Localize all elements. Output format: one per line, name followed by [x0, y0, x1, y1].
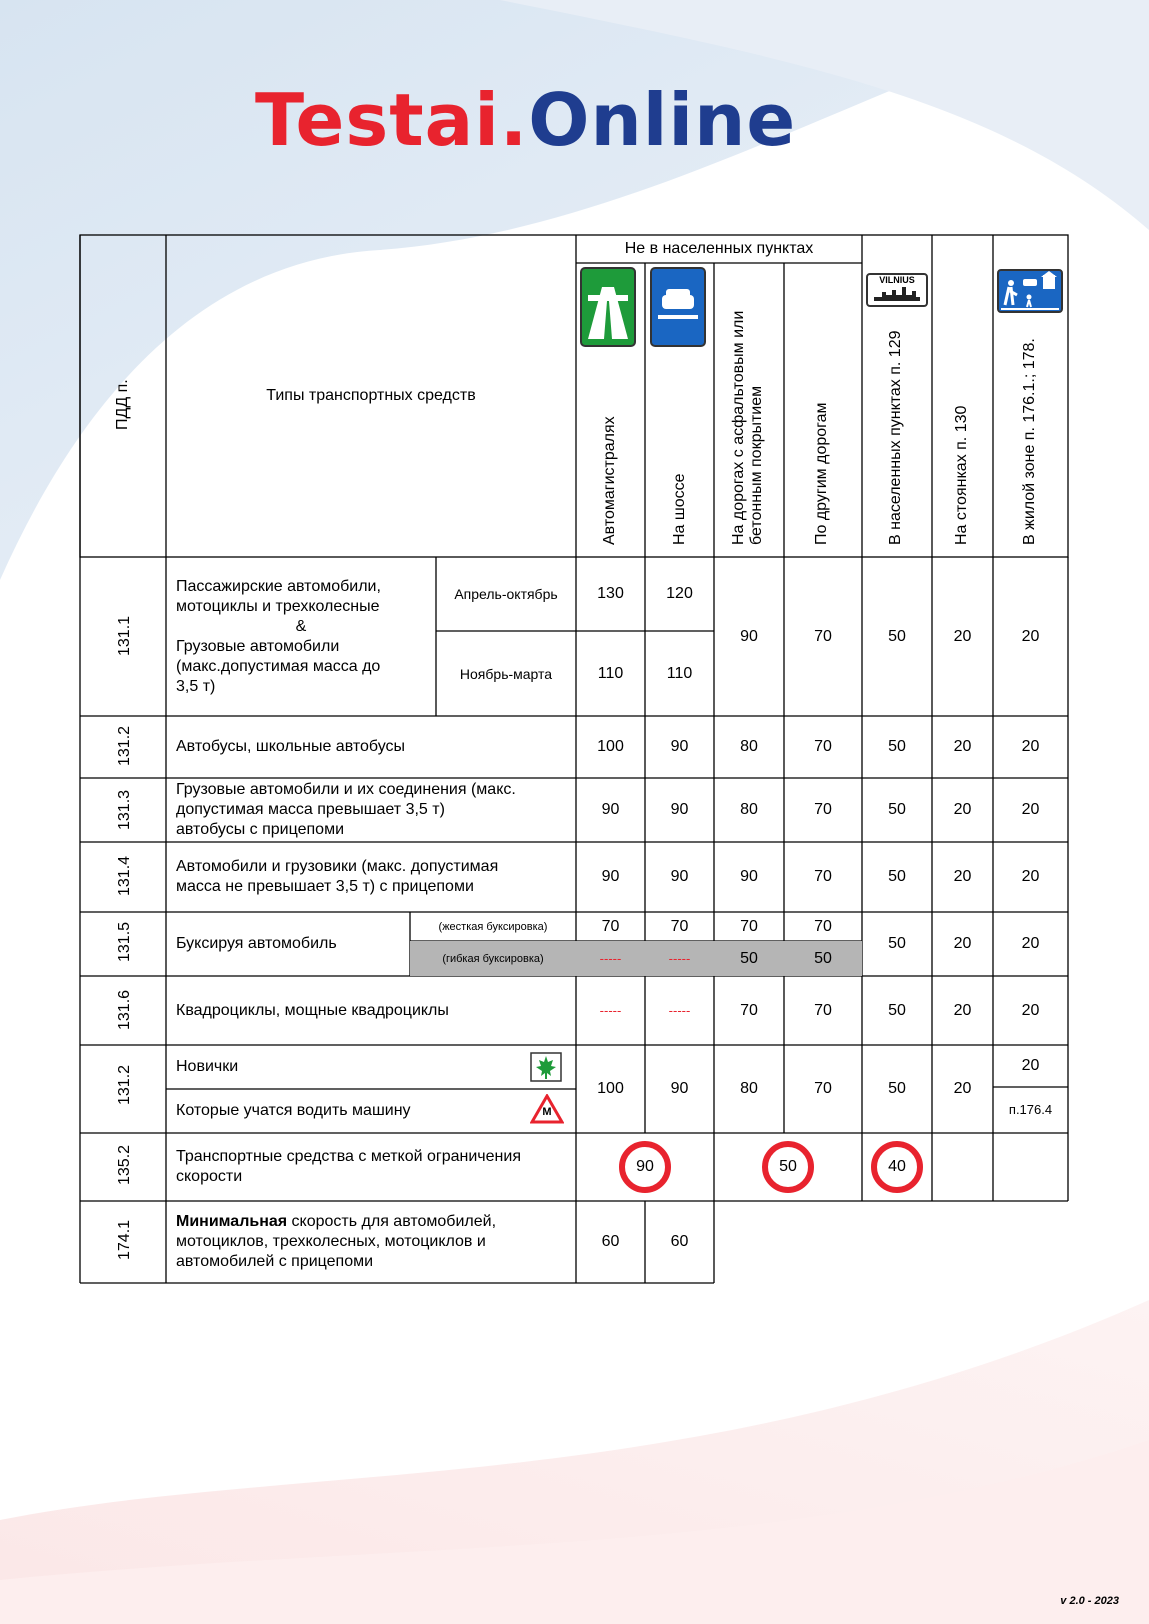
header-outside-settlements: Не в населенных пунктах: [624, 240, 814, 257]
header-col-asphalt-line1: На дорогах с асфальтовым или: [730, 310, 747, 545]
row-131-5-parking: 20: [953, 935, 972, 952]
row-131-5-number: 131.5: [116, 921, 133, 962]
speed-limit-sign-50: 50: [762, 1141, 814, 1193]
row-131-5-flex-motorway: -----: [576, 941, 645, 976]
version-label: v 2.0 - 2023: [1060, 1595, 1119, 1607]
row-novice-other: 70: [814, 1080, 832, 1097]
row-135-2-type: Транспортные средства с меткой ограничения скорости: [176, 1148, 521, 1185]
row-131-4-other: 70: [814, 868, 832, 885]
row-131-2-asphalt: 80: [740, 738, 758, 755]
row-174-1-motorway: 60: [601, 1233, 620, 1250]
row-131-2-type: Автобусы, школьные автобусы: [176, 738, 406, 755]
brand-dot: .: [499, 78, 529, 162]
brand-name-part1: Testai: [255, 78, 500, 162]
row-131-2-motorway: 100: [597, 738, 624, 755]
row-131-6-asphalt: 70: [740, 1001, 758, 1019]
row-131-4-number: 131.4: [116, 855, 133, 896]
row-131-5-flexible-towing: (гибкая буксировка): [410, 941, 576, 976]
row-131-6-motorway: -----: [599, 1002, 622, 1018]
row-131-5-living: 20: [1021, 935, 1040, 952]
row-131-5-rigid-asphalt: 70: [740, 917, 758, 935]
row-novice-highway: 90: [670, 1080, 689, 1097]
row-131-1-asphalt: 90: [740, 627, 758, 645]
row-novice-motorway: 100: [597, 1080, 624, 1097]
header-vehicle-types: Типы транспортных средств: [266, 387, 476, 404]
row-131-6-number: 131.6: [116, 989, 133, 1030]
highway-sign-icon: [650, 267, 706, 347]
row-131-6-type: Квадроциклы, мощные квадроциклы: [176, 1001, 449, 1019]
row-131-1-s2-highway: 110: [666, 664, 693, 682]
row-131-2-number: 131.2: [116, 725, 133, 766]
row-novice-parking: 20: [953, 1080, 972, 1097]
row-131-6-highway: -----: [668, 1002, 691, 1018]
header-col-parking: На стоянках п. 130: [953, 405, 970, 545]
row-131-1-parking: 20: [953, 627, 972, 645]
row-novice-city: 50: [888, 1080, 906, 1097]
header-pdd: ПДД п.: [114, 379, 131, 430]
row-131-5-rigid-highway: 70: [670, 917, 689, 935]
header-col-other-roads: По другим дорогам: [813, 402, 830, 545]
row-131-2-city: 50: [888, 738, 906, 755]
row-131-1-living: 20: [1021, 627, 1040, 645]
living-zone-sign-icon: [997, 269, 1063, 313]
row-174-1-highway: 60: [670, 1233, 689, 1250]
row-131-4-living: 20: [1021, 868, 1040, 885]
row-131-6-other: 70: [814, 1001, 832, 1019]
brand-name-part2: Online: [528, 78, 797, 162]
row-131-5-type: Буксируя автомобиль: [176, 935, 337, 952]
row-131-3-living: 20: [1021, 801, 1040, 818]
row-131-3-city: 50: [888, 801, 906, 818]
row-131-1-city: 50: [888, 627, 906, 645]
row-novice-asphalt: 80: [740, 1080, 758, 1097]
row-131-5-rigid-towing: (жесткая буксировка): [438, 920, 548, 933]
row-131-3-number: 131.3: [116, 789, 133, 830]
row-131-5-rigid-other: 70: [814, 917, 832, 935]
row-131-2-parking: 20: [953, 738, 972, 755]
row-131-1-season-november-march: Ноябрь-марта: [459, 665, 553, 682]
row-131-4-parking: 20: [953, 868, 972, 885]
row-131-1-s2-motorway: 110: [597, 664, 624, 682]
row-131-2-novice-number: 131.2: [116, 1064, 133, 1105]
header-col-highway: На шоссе: [671, 473, 688, 545]
row-135-2-number: 135.2: [116, 1144, 133, 1185]
row-131-4-motorway: 90: [601, 868, 620, 885]
row-131-1-number: 131.1: [116, 615, 133, 656]
row-131-1-other: 70: [814, 627, 832, 645]
row-novice-type: Новички: [176, 1058, 239, 1075]
row-131-2-other: 70: [814, 738, 832, 755]
row-131-6-city: 50: [888, 1001, 906, 1019]
row-131-4-asphalt: 90: [740, 868, 758, 885]
row-131-6-parking: 20: [953, 1001, 972, 1019]
row-learner-type: Которые учатся водить машину: [176, 1102, 411, 1119]
row-131-1-season-april-october: Апрель-октябрь: [454, 586, 558, 602]
row-131-5-flex-other: 50: [784, 941, 862, 976]
header-col-asphalt-line2: бетонным покрытием: [748, 385, 765, 545]
row-131-3-highway: 90: [670, 801, 689, 818]
motorway-sign-icon: [580, 267, 636, 347]
speed-limit-sign-40: 40: [871, 1141, 923, 1193]
row-131-3-type: Грузовые автомобили и их соединения (макс. допустимая масса превышает 3,5 т) автобусы с прицепоми: [176, 781, 516, 838]
row-131-4-highway: 90: [670, 868, 689, 885]
header-col-in-settlements: В населенных пунктах п. 129: [887, 330, 904, 545]
row-131-1-type: Пассажирские автомобили, мотоциклы и трехколесные & Грузовые автомобили (макс.допустимая масса до 3,5 т): [176, 577, 381, 695]
learner-driver-sign-letter: M: [542, 1106, 552, 1118]
row-131-5-flex-highway: -----: [645, 941, 714, 976]
row-131-3-asphalt: 80: [740, 801, 758, 818]
maple-leaf-icon: [530, 1052, 562, 1082]
row-131-5-rigid-motorway: 70: [601, 917, 620, 935]
row-131-4-type: Автомобили и грузовики (макс. допустимая масса не превышает 3,5 т) с прицепоми: [176, 858, 499, 895]
row-learner-living-rule: п.176.4: [1008, 1102, 1053, 1117]
row-174-1-number: 174.1: [116, 1219, 133, 1260]
row-novice-living: 20: [1021, 1057, 1040, 1074]
row-131-2-highway: 90: [670, 738, 689, 755]
row-131-5-flex-asphalt: 50: [714, 941, 784, 976]
row-131-1-s1-motorway: 130: [597, 585, 624, 602]
header-col-living-zone: В жилой зоне п. 176.1.; 178.: [1021, 338, 1038, 545]
row-131-3-other: 70: [814, 801, 832, 818]
speed-limit-sign-90: 90: [619, 1141, 671, 1193]
row-131-4-city: 50: [888, 868, 906, 885]
header-col-motorway: Автомагистралях: [601, 416, 618, 545]
row-174-1-type: Минимальная скорость для автомобилей, мотоциклов, трехколесных, мотоциклов и автомобилей с прицепоми: [176, 1213, 497, 1270]
row-131-3-parking: 20: [953, 801, 972, 818]
header-col-asphalt: [730, 311, 766, 545]
row-131-1-s1-highway: 120: [666, 585, 693, 602]
city-sign-text: VILNIUS: [879, 275, 915, 285]
row-131-5-city: 50: [888, 935, 906, 952]
row-131-3-motorway: 90: [601, 801, 620, 818]
row-131-2-living: 20: [1021, 738, 1040, 755]
row-131-6-living: 20: [1021, 1001, 1040, 1019]
